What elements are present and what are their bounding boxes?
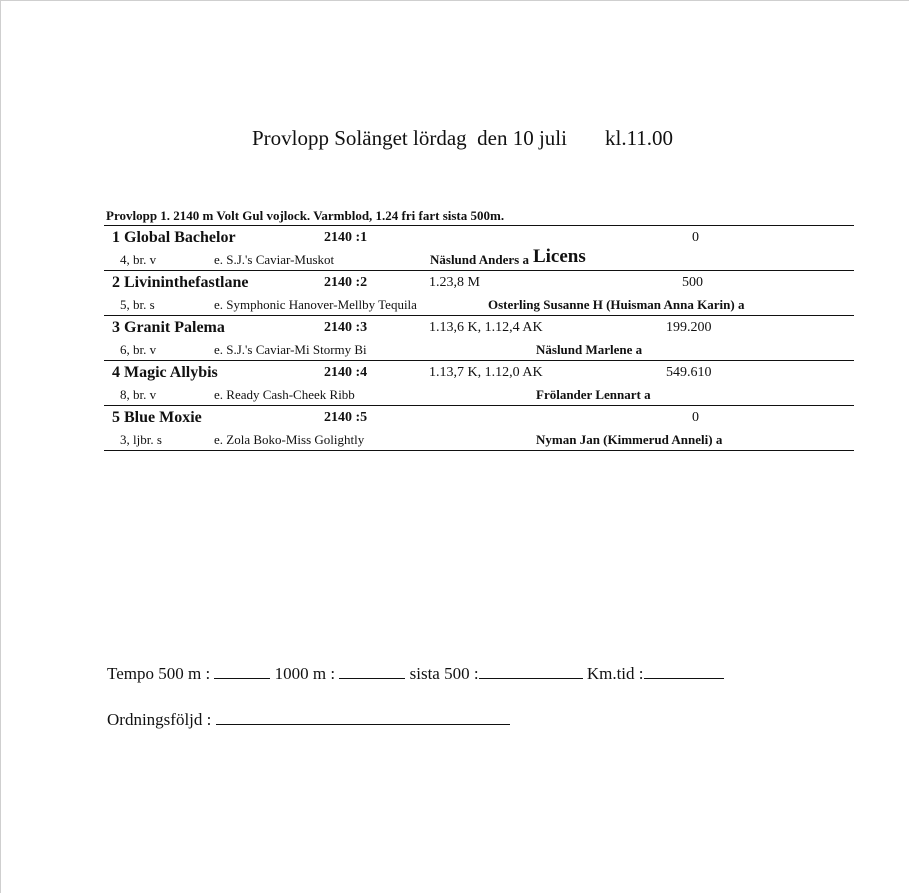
horse-row — [104, 361, 854, 406]
horse-info: 6, br. v — [120, 342, 157, 357]
horse-driver: Nyman Jan (Kimmerud Anneli) a — [536, 432, 723, 447]
horse-info: 5, br. s — [120, 297, 155, 312]
title-text: Provlopp Solänget lördag den 10 juli — [252, 126, 567, 150]
horse-record: 1.23,8 M — [429, 275, 480, 290]
horse-pedigree: e. Ready Cash-Cheek Ribb — [214, 387, 355, 402]
start-time: kl.11.00 — [604, 126, 674, 150]
kmtid-label: Km.tid : — [586, 664, 644, 683]
race-heading: Provlopp 1. 2140 m Volt Gul vojlock. Varmblod, 1.24 fri fart sista 500m. — [104, 206, 854, 226]
order-field[interactable] — [216, 710, 510, 725]
last500-label: sista 500 : — [409, 664, 479, 683]
horse-earnings: 500 — [682, 275, 703, 290]
horse-pedigree: e. Zola Boko-Miss Golightly — [214, 432, 365, 447]
horse-record: 1.13,6 K, 1.12,4 AK — [429, 320, 543, 335]
horse-info: 3, ljbr. s — [120, 432, 162, 447]
tempo-line — [107, 664, 724, 684]
tempo-500-field[interactable] — [214, 664, 270, 679]
horse-record: 1.13,7 K, 1.12,0 AK — [429, 365, 543, 380]
order-label: Ordningsföljd : — [107, 710, 212, 729]
horse-distance: 2140 :4 — [324, 365, 368, 380]
horse-driver: Osterling Susanne H (Huisman Anna Karin) a — [488, 297, 745, 312]
horse-name: 2 Livininthefastlane — [112, 274, 249, 291]
horse-driver: Näslund Anders a — [430, 252, 529, 267]
horse-pedigree: e. S.J.'s Caviar-Muskot — [214, 252, 335, 267]
tempo-label: Tempo 500 m : — [107, 664, 211, 683]
driver-cell — [430, 248, 586, 270]
horse-distance: 2140 :3 — [324, 320, 368, 335]
order-line — [107, 710, 510, 730]
page-title — [252, 126, 673, 151]
horse-driver: Frölander Lennart a — [536, 387, 651, 402]
horse-name: 5 Blue Moxie — [112, 409, 202, 426]
horse-pedigree: e. S.J.'s Caviar-Mi Stormy Bi — [214, 342, 367, 357]
horse-distance: 2140 :2 — [324, 275, 368, 290]
horse-earnings: 549.610 — [666, 365, 712, 380]
horse-earnings: 199.200 — [666, 320, 712, 335]
horse-earnings: 0 — [692, 230, 699, 245]
kmtid-field[interactable] — [644, 664, 724, 679]
horse-row — [104, 226, 854, 271]
horse-row — [104, 406, 854, 451]
horse-info: 8, br. v — [120, 387, 157, 402]
licens-label: Licens — [532, 246, 586, 267]
horse-name: 4 Magic Allybis — [112, 364, 218, 381]
horse-driver: Näslund Marlene a — [536, 342, 643, 357]
horse-pedigree: e. Symphonic Hanover-Mellby Tequila — [214, 297, 417, 312]
horse-info: 4, br. v — [120, 252, 157, 267]
horse-name: 3 Granit Palema — [112, 319, 225, 336]
horse-name: 1 Global Bachelor — [112, 229, 236, 246]
horse-distance: 2140 :5 — [324, 410, 368, 425]
km1000-label: 1000 m : — [274, 664, 336, 683]
horse-distance: 2140 :1 — [324, 230, 368, 245]
horse-row — [104, 271, 854, 316]
race-table — [104, 206, 854, 451]
horse-earnings: 0 — [692, 410, 699, 425]
tempo-1000-field[interactable] — [339, 664, 405, 679]
last500-field[interactable] — [479, 664, 583, 679]
horse-row — [104, 316, 854, 361]
